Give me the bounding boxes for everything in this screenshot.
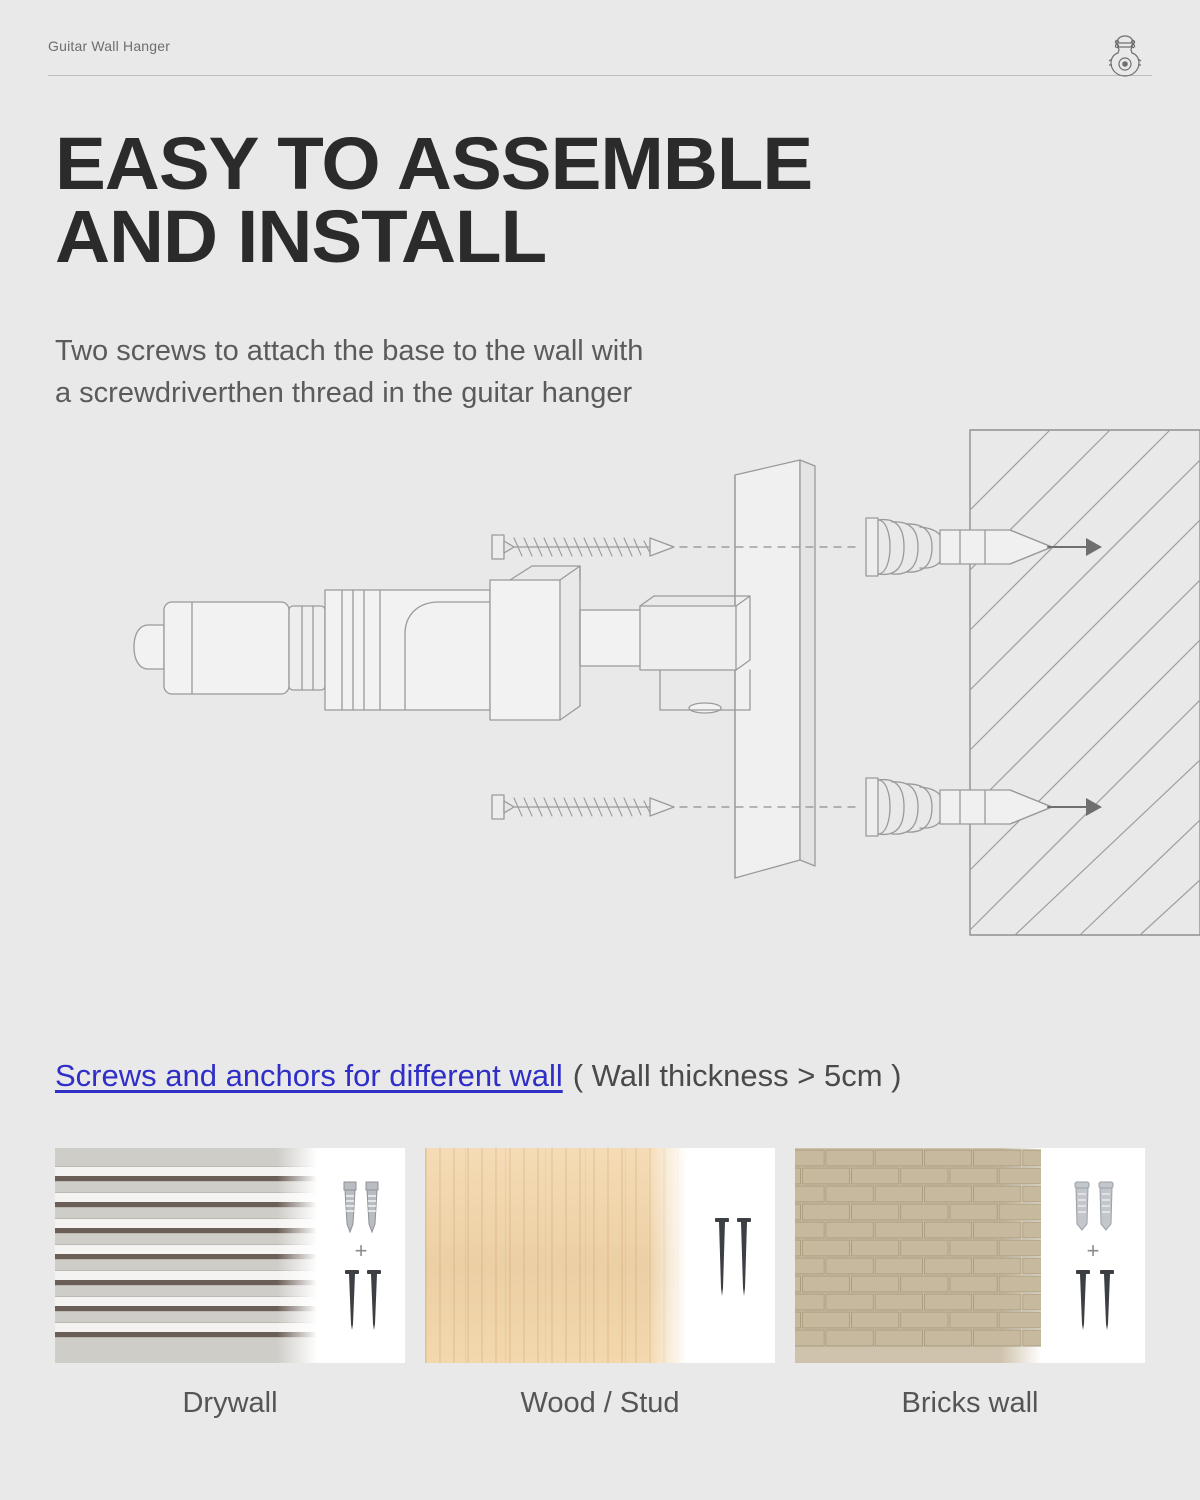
drywall-photo: [55, 1148, 405, 1363]
screw-icon: [330, 1266, 392, 1334]
wall-anchor-upper: [866, 518, 1102, 576]
card-label-brick: Bricks wall: [901, 1387, 1039, 1419]
wall-type-card-drywall: [55, 1148, 405, 1420]
card-label-drywall: Drywall: [182, 1387, 278, 1419]
plus-sign: +: [354, 1237, 368, 1263]
drywall-hardware-kit: [317, 1148, 405, 1363]
brick-photo: [795, 1148, 1145, 1363]
threaded-stem: [580, 596, 750, 713]
brick-wall-photo: [795, 1148, 1041, 1363]
wood-photo: [425, 1148, 775, 1363]
page-header: [48, 38, 1152, 76]
brick-hardware-kit: [1041, 1148, 1145, 1363]
wall-plug-icon: [1057, 1178, 1129, 1236]
card-label-wood: Wood / Stud: [520, 1387, 680, 1419]
page-title: [55, 122, 920, 278]
wall-anchor-icon: [330, 1178, 392, 1236]
screw-icon: [700, 1208, 762, 1304]
wood-hardware-kit: [687, 1148, 775, 1363]
wood-grain-photo: [425, 1148, 687, 1363]
wall-anchor-lower: [866, 778, 1102, 836]
wall-type-card-brick: [795, 1148, 1145, 1420]
wall-thickness-note: ( Wall thickness > 5cm ): [572, 1058, 902, 1093]
anchors-link[interactable]: Screws and anchors for different wall: [55, 1058, 563, 1093]
subcopy-line-2: a screwdriverthen thread in the guitar hanger: [55, 377, 633, 410]
drywall-sheets-photo: [55, 1148, 317, 1363]
wood-screw-upper: [492, 535, 674, 559]
page-subtitle: [55, 330, 815, 414]
wall-type-card-wood: [425, 1148, 775, 1420]
screw-icon: [1057, 1266, 1129, 1334]
headline-line-1: EASY TO ASSEMBLE: [55, 122, 813, 205]
headline-line-2: AND INSTALL: [55, 194, 547, 278]
wall-type-cards: [55, 1148, 1145, 1420]
guitar-headstock-logo-icon: [1098, 30, 1152, 84]
mounting-base-plate: [735, 460, 815, 878]
exploded-installation-diagram: [40, 420, 1200, 1000]
wall-cross-section: [970, 430, 1200, 935]
plus-sign: +: [1086, 1237, 1100, 1263]
brand-text: Guitar Wall Hanger: [48, 38, 171, 54]
anchors-section-title: [55, 1058, 901, 1094]
wood-screw-lower: [492, 795, 674, 819]
guitar-hanger-arm: [134, 566, 750, 720]
subcopy-line-1: Two screws to attach the base to the wall with: [55, 335, 644, 367]
